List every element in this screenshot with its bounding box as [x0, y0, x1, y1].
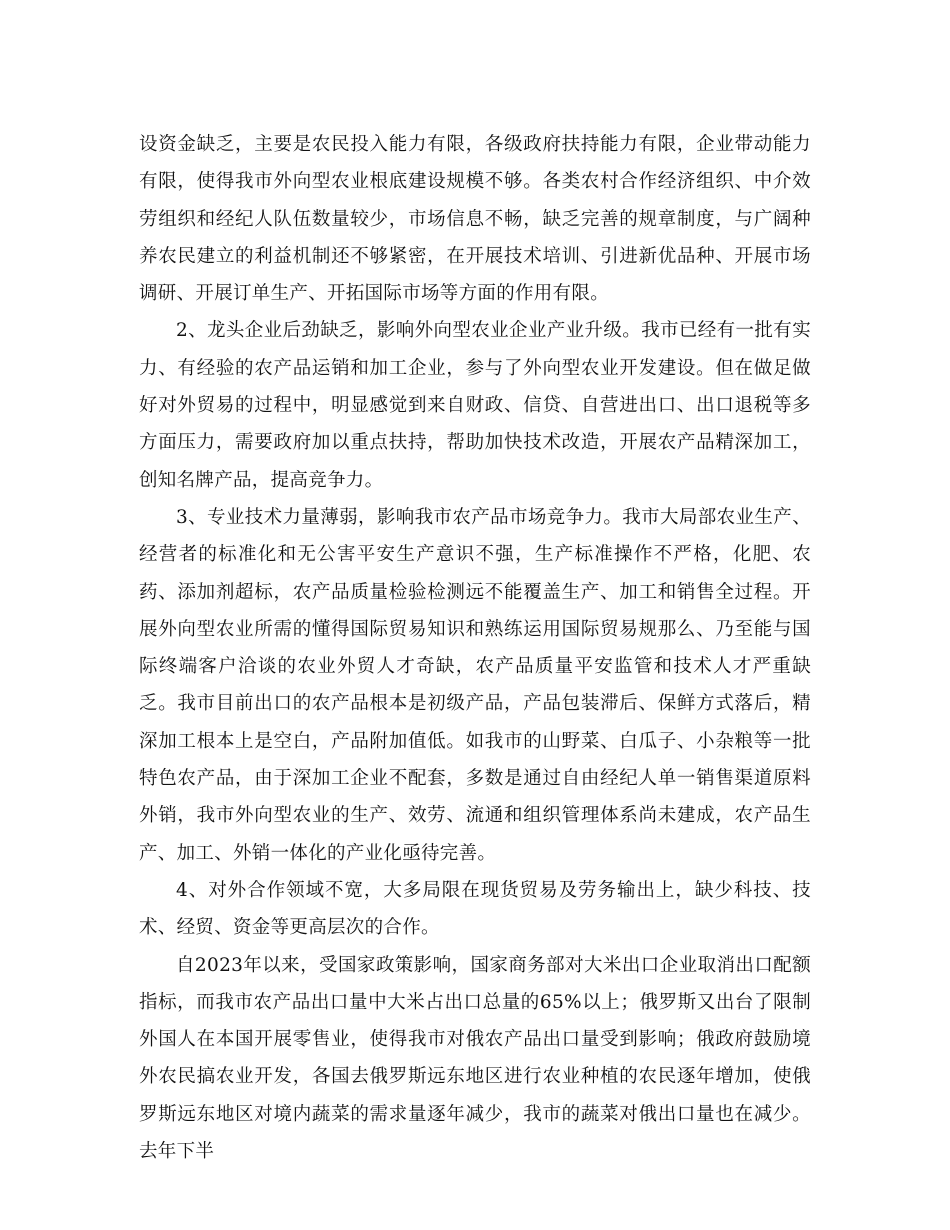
document-body: [139, 126, 811, 1170]
paragraph-continuation: 设资金缺乏，主要是农民投入能力有限，各级政府扶持能力有限，企业带动能力有限，使得我市外向型农业根底建设规模不够。各类农村合作经济组织、中介效劳组织和经纪人队伍数量较少，市场信息不畅，缺乏完善的规章制度，与广阔种养农民建立的利益机制还不够紧密，在开展技术培训、引进新优品种、开展市场调研、开展订单生产、开拓国际市场等方面的作用有限。: [139, 134, 811, 305]
paragraph-since-2023: 自2023年以来，受国家政策影响，国家商务部对大米出口企业取消出口配额指标，而我市农产品出口量中大米占出口总量的65%以上；俄罗斯又出台了限制外国人在本国开展零售业，使得我市对俄农产品出口量受到影响；俄政府鼓励境外农民搞农业开发，各国去俄罗斯远东地区进行农业种植的农民逐年增加，使俄罗斯远东地区对境内蔬菜的需求量逐年减少，我市的蔬菜对俄出口量也在减少。去年下半: [139, 954, 811, 1163]
paragraph-item-3: 3、专业技术力量薄弱，影响我市农产品市场竞争力。我市大局部农业生产、经营者的标准化和无公害平安生产意识不强，生产标准操作不严格，化肥、农药、添加剂超标，农产品质量检验检测远不能覆盖生产、加工和销售全过程。开展外向型农业所需的懂得国际贸易知识和熟练运用国际贸易规那么、乃至能与国际终端客户洽谈的农业外贸人才奇缺，农产品质量平安监管和技术人才严重缺乏。我市目前出口的农产品根本是初级产品，产品包装滞后、保鲜方式落后，精深加工根本上是空白，产品附加值低。如我市的山野菜、白瓜子、小杂粮等一批特色农产品，由于深加工企业不配套，多数是通过自由经纪人单一销售渠道原料外销，我市外向型农业的生产、效劳、流通和组织管理体系尚未建成，农产品生产、加工、外销一体化的产业化亟待完善。: [139, 506, 811, 864]
paragraph-item-2: 2、龙头企业后劲缺乏，影响外向型农业企业产业升级。我市已经有一批有实力、有经验的农产品运销和加工企业，参与了外向型农业开发建设。但在做足做好对外贸易的过程中，明显感觉到来自财政、信贷、自营进出口、出口退税等多方面压力，需要政府加以重点扶持，帮助加快技术改造，开展农产品精深加工，创知名牌产品，提高竞争力。: [139, 320, 811, 491]
paragraph-item-4: 4、对外合作领域不宽，大多局限在现货贸易及劳务输出上，缺少科技、技术、经贸、资金等更高层次的合作。: [139, 879, 811, 939]
